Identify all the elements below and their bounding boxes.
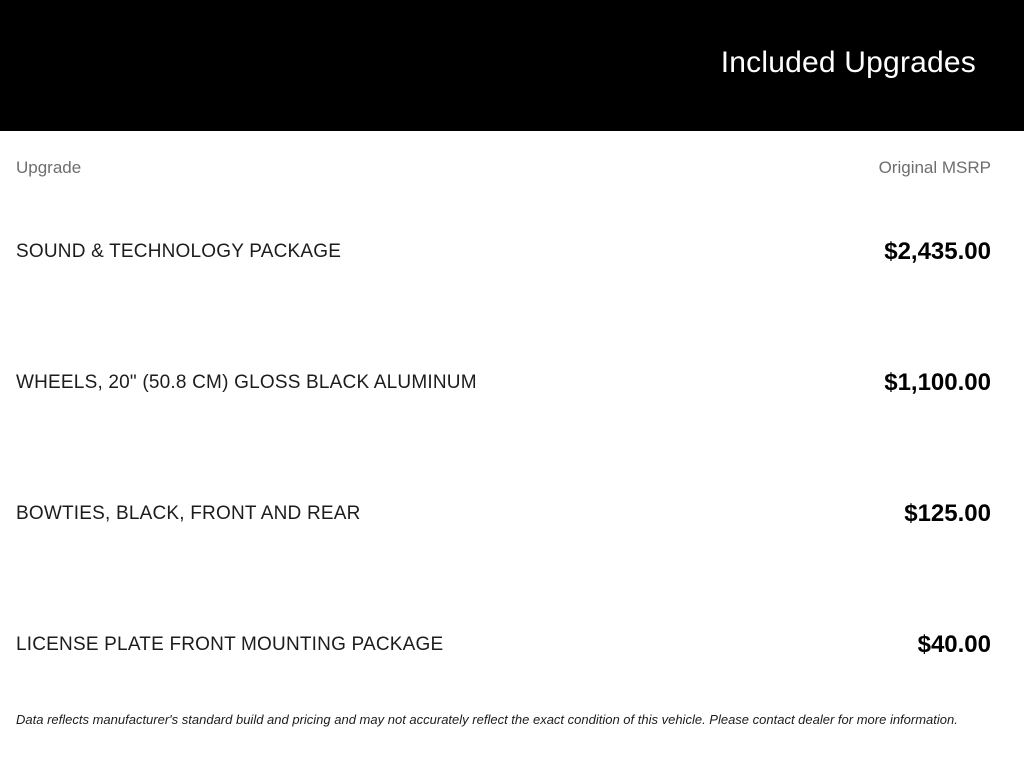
table-row (16, 448, 991, 579)
upgrade-price: $40.00 (917, 630, 991, 658)
upgrade-name: WHEELS, 20" (50.8 CM) GLOSS BLACK ALUMINUM (16, 371, 477, 393)
column-header-original-msrp: Original MSRP (878, 158, 991, 177)
upgrade-price: $125.00 (904, 499, 991, 527)
table-row (16, 317, 991, 448)
upgrade-price: $2,435.00 (884, 237, 991, 265)
upgrades-table (0, 158, 1024, 727)
upgrade-name: LICENSE PLATE FRONT MOUNTING PACKAGE (16, 633, 444, 655)
page-title: Included Upgrades (720, 46, 976, 79)
upgrade-name: BOWTIES, BLACK, FRONT AND REAR (16, 502, 361, 524)
upgrade-name: SOUND & TECHNOLOGY PACKAGE (16, 240, 342, 262)
table-row (16, 186, 991, 317)
table-row (16, 579, 991, 710)
table-rows (16, 186, 991, 710)
column-header-upgrade: Upgrade (16, 158, 82, 177)
table-column-headers (16, 158, 991, 178)
disclaimer-text: Data reflects manufacturer's standard build and pricing and may not accurately reflect the exact condition of this vehicle. Please contact dealer for more information. (16, 712, 958, 727)
upgrade-price: $1,100.00 (884, 368, 991, 396)
included-upgrades-header (0, 0, 1024, 131)
